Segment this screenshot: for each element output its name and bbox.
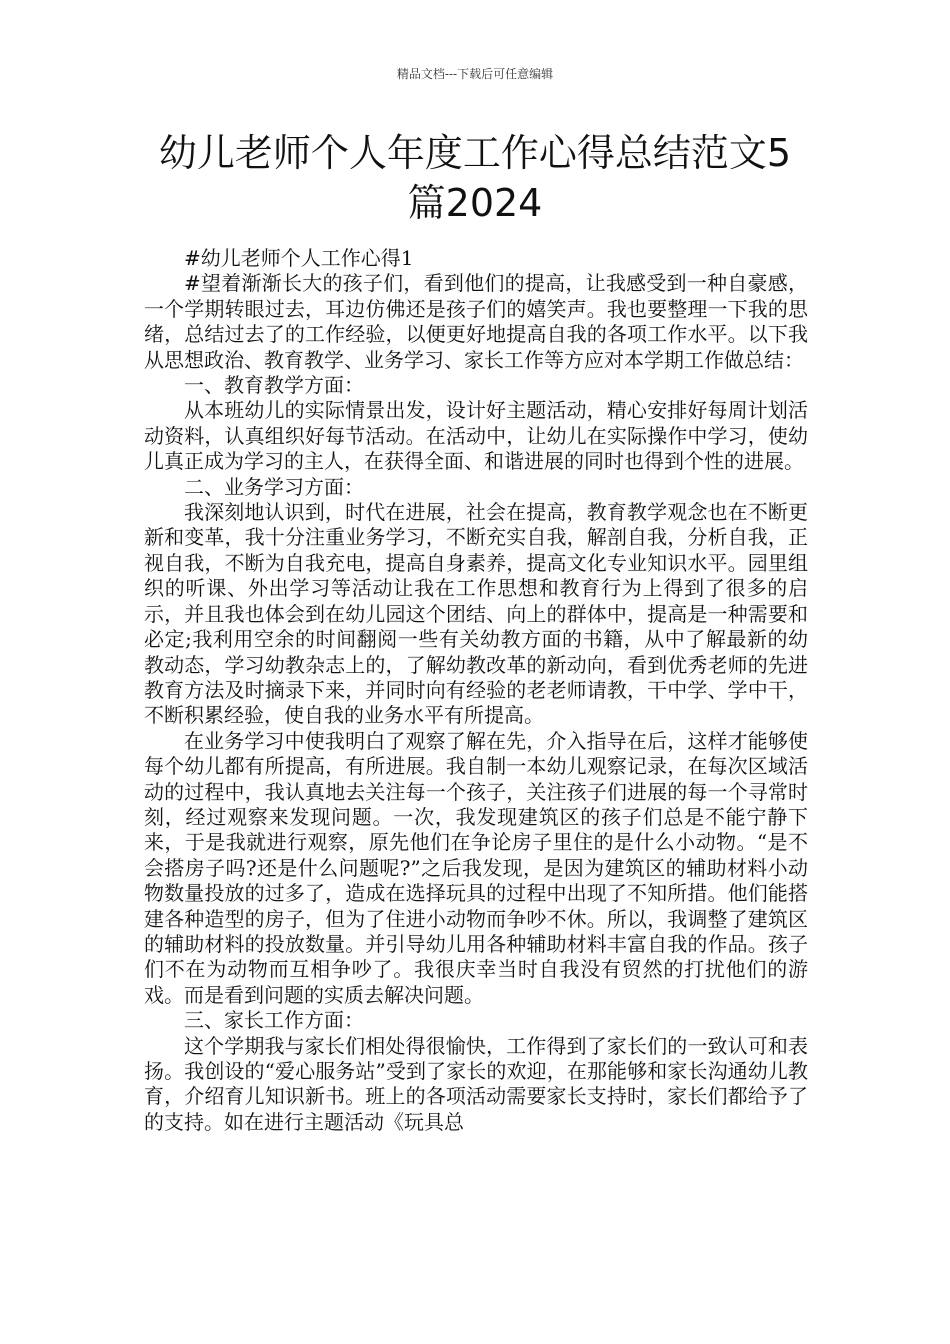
paragraph-heading: #幼儿老师个人工作心得1: [184, 246, 414, 270]
header-note: 精品文档---下载后可任意编辑: [396, 67, 554, 81]
paragraph: 从本班幼儿的实际情景出发，设计好主题活动，精心安排好每周计划活动资料，认真组织好每节活动。在活动中，让幼儿在实际操作中学习，使幼儿真正成为学习的主人，在获得全面、和谐进展的同时也得到个性的进展。: [144, 398, 808, 474]
paragraph: 我深刻地认识到，时代在进展，社会在提高，教育教学观念也在不断更新和变革，我十分注重业务学习，不断充实自我，解剖自我，分析自我，正视自我，不断为自我充电，提高自身素养，提高文化专业知识水平。园里组织的听课、外出学习等活动让我在工作思想和教育行为上得到了很多的启示，并且我也体会到在幼儿园这个团结、向上的群体中，提高是一种需要和必定;我利用空余的时间翻阅一些有关幼教方面的书籍，从中了解最新的幼教动态，学习幼教杂志上的，了解幼教改革的新动向，看到优秀老师的先进教育方法及时摘录下来，并同时向有经验的老老师请教，干中学、学中干，不断积累经验，使自我的业务水平有所提高。: [144, 500, 808, 728]
document-title: 幼儿老师个人年度工作心得总结范文5篇2024: [158, 131, 792, 225]
paragraph: #望着渐渐长大的孩子们，看到他们的提高，让我感受到一种自豪感，一个学期转眼过去，耳边仿佛还是孩子们的嬉笑声。我也要整理一下我的思绪，总结过去了的工作经验，以便更好地提高自我的各项工作水平。以下我从思想政治、教育教学、业务学习、家长工作等方应对本学期工作做总结：: [144, 271, 808, 372]
paragraph: 这个学期我与家长们相处得很愉快，工作得到了家长们的一致认可和表扬。我创设的“爱心服务站”受到了家长的欢迎，在那能够和家长沟通幼儿教育，介绍育儿知识新书。班上的各项活动需要家长支持时，家长们都给予了的支持。如在进行主题活动《玩具总: [144, 1033, 808, 1134]
document-body: [144, 246, 808, 1135]
paragraph: 在业务学习中使我明白了观察了解在先，介入指导在后，这样才能够使每个幼儿都有所提高，有所进展。我自制一本幼儿观察记录，在每次区域活动的过程中，我认真地去关注每一个孩子，关注孩子们进展的每一个寻常时刻，经过观察来发现问题。一次，我发现建筑区的孩子们总是不能宁静下来，于是我就进行观察，原先他们在争论房子里住的是什么小动物。“是不会搭房子吗?还是什么问题呢?”之后我发现，是因为建筑区的辅助材料小动物数量投放的过多了，造成在选择玩具的过程中出现了不知所措。他们能搭建各种造型的房子，但为了住进小动物而争吵不休。所以，我调整了建筑区的辅助材料的投放数量。并引导幼儿用各种辅助材料丰富自我的作品。孩子们不在为动物而互相争吵了。我很庆幸当时自我没有贸然的打扰他们的游戏。而是看到问题的实质去解决问题。: [144, 728, 808, 1007]
section-heading: 二、业务学习方面：: [184, 474, 364, 499]
section-heading: 一、教育教学方面：: [184, 373, 364, 398]
section-heading: 三、家长工作方面：: [184, 1008, 364, 1033]
